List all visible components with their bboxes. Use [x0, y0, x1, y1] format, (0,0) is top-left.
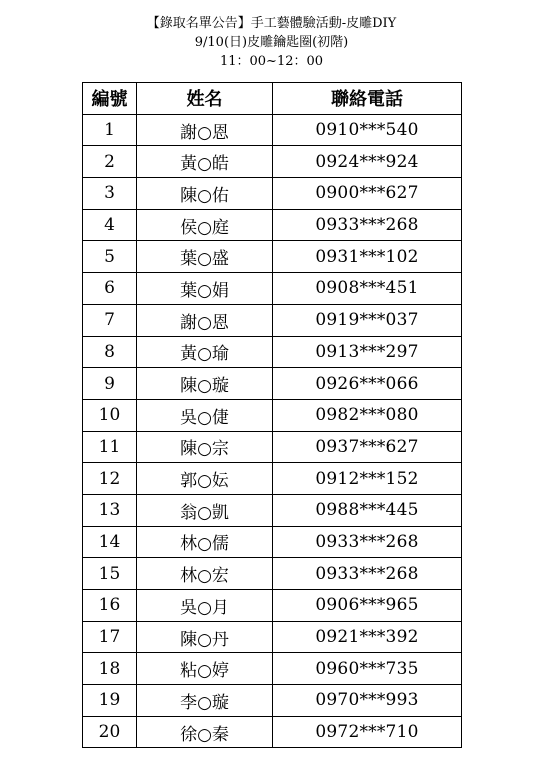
row-name: 李○璇 [137, 685, 273, 717]
row-number: 6 [83, 273, 137, 305]
table-row [83, 114, 462, 146]
row-number: 18 [83, 653, 137, 685]
row-number: 17 [83, 621, 137, 653]
row-number: 16 [83, 590, 137, 622]
row-phone: 0931***102 [273, 241, 462, 273]
row-name: 黃○皓 [137, 146, 273, 178]
row-phone: 0933***268 [273, 558, 462, 590]
row-name: 林○宏 [137, 558, 273, 590]
row-phone: 0919***037 [273, 304, 462, 336]
row-name: 陳○丹 [137, 621, 273, 653]
table-header-row [83, 83, 462, 115]
row-phone: 0933***268 [273, 209, 462, 241]
row-name: 陳○宗 [137, 431, 273, 463]
event-time: 11：00~12：00 [219, 54, 324, 69]
row-number: 14 [83, 526, 137, 558]
column-header-number: 編號 [83, 83, 137, 115]
table-row [83, 526, 462, 558]
admission-list-table [82, 82, 462, 748]
row-number: 7 [83, 304, 137, 336]
column-header-phone: 聯絡電話 [273, 83, 462, 115]
row-name: 粘○婷 [137, 653, 273, 685]
row-number: 1 [83, 114, 137, 146]
row-phone: 0910***540 [273, 114, 462, 146]
row-name: 徐○秦 [137, 716, 273, 748]
row-phone: 0972***710 [273, 716, 462, 748]
row-phone: 0982***080 [273, 399, 462, 431]
table-row [83, 241, 462, 273]
row-number: 11 [83, 431, 137, 463]
table-row [83, 494, 462, 526]
document-header [0, 14, 543, 71]
row-name: 郭○妘 [137, 463, 273, 495]
table-row [83, 716, 462, 748]
table-row [83, 463, 462, 495]
row-number: 15 [83, 558, 137, 590]
row-number: 3 [83, 178, 137, 210]
row-phone: 0906***965 [273, 590, 462, 622]
table-row [83, 399, 462, 431]
table-row [83, 273, 462, 305]
row-phone: 0912***152 [273, 463, 462, 495]
row-phone: 0926***066 [273, 368, 462, 400]
table-row [83, 178, 462, 210]
row-phone: 0913***297 [273, 336, 462, 368]
row-name: 葉○盛 [137, 241, 273, 273]
row-name: 侯○庭 [137, 209, 273, 241]
column-header-name: 姓名 [137, 83, 273, 115]
table-row [83, 304, 462, 336]
row-name: 吳○月 [137, 590, 273, 622]
row-name: 陳○璇 [137, 368, 273, 400]
table-row [83, 621, 462, 653]
row-number: 2 [83, 146, 137, 178]
row-name: 翁○凱 [137, 494, 273, 526]
row-number: 5 [83, 241, 137, 273]
row-number: 10 [83, 399, 137, 431]
table-row [83, 685, 462, 717]
row-number: 19 [83, 685, 137, 717]
row-phone: 0924***924 [273, 146, 462, 178]
row-name: 謝○恩 [137, 114, 273, 146]
row-name: 吳○倢 [137, 399, 273, 431]
table-row [83, 368, 462, 400]
row-number: 4 [83, 209, 137, 241]
row-phone: 0908***451 [273, 273, 462, 305]
table-row [83, 336, 462, 368]
table-row [83, 590, 462, 622]
row-number: 12 [83, 463, 137, 495]
row-phone: 0937***627 [273, 431, 462, 463]
row-phone: 0970***993 [273, 685, 462, 717]
page-title: 【錄取名單公告】手工藝體驗活動-皮雕DIY [146, 16, 397, 31]
row-number: 20 [83, 716, 137, 748]
row-name: 林○儒 [137, 526, 273, 558]
row-phone: 0921***392 [273, 621, 462, 653]
row-number: 13 [83, 494, 137, 526]
table-row [83, 209, 462, 241]
table-row [83, 431, 462, 463]
table-row [83, 653, 462, 685]
row-name: 葉○娟 [137, 273, 273, 305]
row-phone: 0960***735 [273, 653, 462, 685]
row-phone: 0988***445 [273, 494, 462, 526]
row-number: 9 [83, 368, 137, 400]
row-name: 陳○佑 [137, 178, 273, 210]
table-row [83, 146, 462, 178]
row-phone: 0933***268 [273, 526, 462, 558]
row-name: 黃○瑜 [137, 336, 273, 368]
event-subtitle: 9/10(日)皮雕鑰匙圈(初階) [194, 35, 349, 50]
row-phone: 0900***627 [273, 178, 462, 210]
row-number: 8 [83, 336, 137, 368]
row-name: 謝○恩 [137, 304, 273, 336]
table-row [83, 558, 462, 590]
